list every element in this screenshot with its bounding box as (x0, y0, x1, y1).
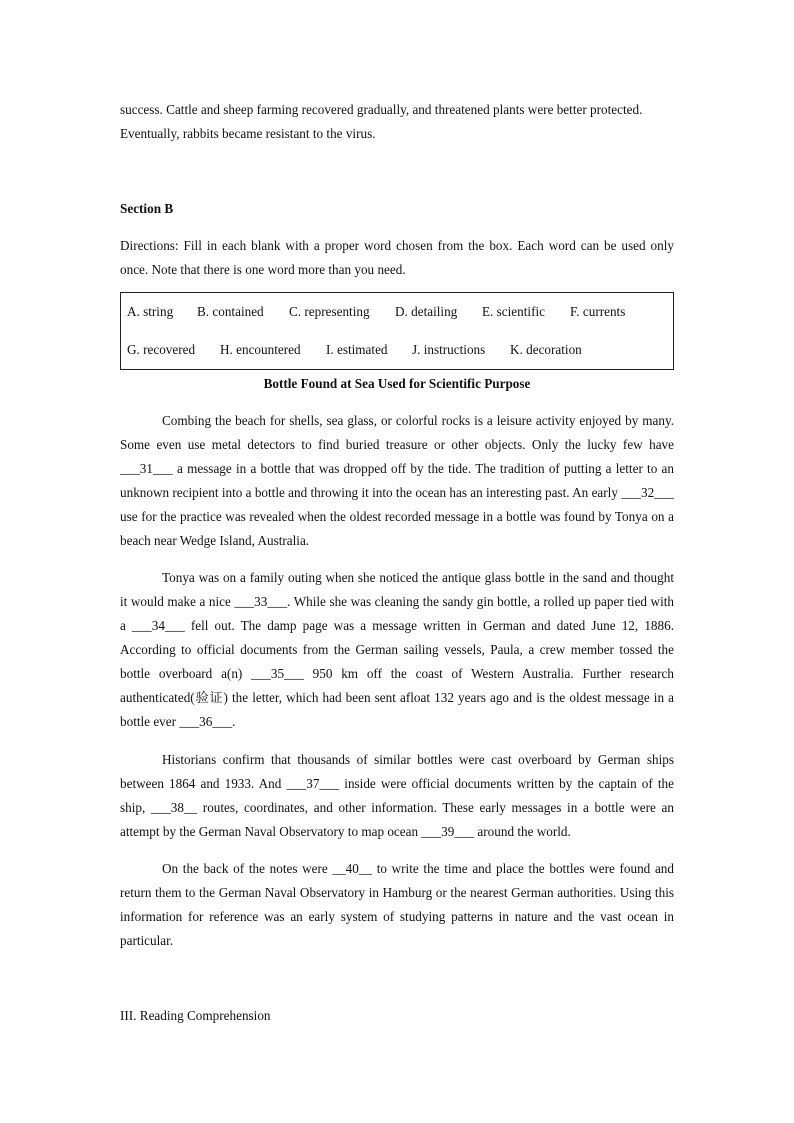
word-option-g: G. recovered (127, 342, 196, 357)
word-option-k: K. decoration (510, 342, 582, 357)
intro-line-1: success. Cattle and sheep farming recovered gradually, and threatened plants were better protected. (120, 102, 643, 117)
passage-paragraph-3: Historians confirm that thousands of similar bottles were cast overboard by German ships between 1864 and 1933. And ___37___ inside were official documents written by the captain of the ship, ___38__ routes, coordinates, and other information. These early messages in a bottle were an attempt by the German Naval Observatory to map ocean ___39___ around the world. (120, 752, 674, 839)
word-box (120, 292, 674, 370)
section-iii-heading: III. Reading Comprehension (120, 1008, 271, 1023)
word-box-row-1 (127, 293, 667, 331)
word-option-j: J. instructions (412, 342, 486, 357)
word-option-a: A. string (127, 304, 174, 319)
section-b-heading: Section B (120, 201, 174, 216)
passage-title: Bottle Found at Sea Used for Scientific Purpose (263, 376, 531, 391)
passage-paragraph-2: Tonya was on a family outing when she noticed the antique glass bottle in the sand and thought it would make a nice ___33___. While she was cleaning the sandy gin bottle, a rolled up paper tied with a ___34___ fell out. The damp page was a message written in German and dated June 12, 1886. According to official documents from the German sailing vessels, Paula, a crew member tossed the bottle overboard a(n) ___35___ 950 km off the coast of Western Australia. Further research authenticated(验证) the letter, which had been sent afloat 132 years ago and is the oldest message in a bottle ever ___36___. (120, 570, 674, 729)
intro-paragraph (120, 98, 674, 146)
word-option-d: D. detailing (395, 304, 458, 319)
word-option-i: I. estimated (326, 342, 388, 357)
word-box-row-2 (127, 331, 667, 369)
word-option-e: E. scientific (482, 304, 545, 319)
word-option-h: H. encountered (220, 342, 301, 357)
directions: Directions: Fill in each blank with a proper word chosen from the box. Each word can be used only once. Note that there is one word more than you need. (120, 238, 674, 277)
word-option-b: B. contained (197, 304, 264, 319)
passage-paragraph-4: On the back of the notes were __40__ to write the time and place the bottles were found and return them to the German Naval Observatory in Hamburg or the nearest German authorities. Using this information for reference was an early system of studying patterns in nature and the vast ocean in particular. (120, 861, 674, 948)
passage-paragraph-1: Combing the beach for shells, sea glass, or colorful rocks is a leisure activity enjoyed by many. Some even use metal detectors to find buried treasure or other objects. Only the lucky few have ___31___ a message in a bottle that was dropped off by the tide. The tradition of putting a letter to an unknown recipient into a bottle and throwing it into the ocean has an interesting past. An early ___32___ use for the practice was revealed when the oldest recorded message in a bottle was found by Tonya on a beach near Wedge Island, Australia. (120, 413, 674, 548)
word-option-c: C. representing (289, 304, 370, 319)
word-option-f: F. currents (570, 304, 626, 319)
intro-line-2: Eventually, rabbits became resistant to the virus. (120, 126, 376, 141)
